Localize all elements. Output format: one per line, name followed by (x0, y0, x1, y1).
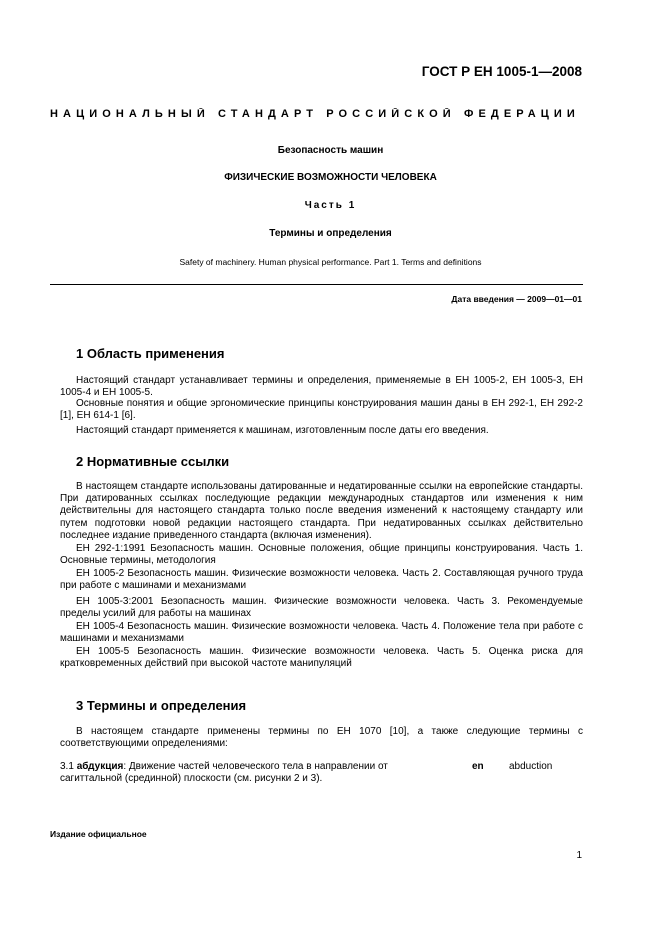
page-number: 1 (576, 850, 582, 861)
reference-item (60, 596, 583, 620)
term-english-equivalent: abduction (509, 761, 553, 772)
reference-text: ЕН 1005-5 Безопасность машин. Физические возможности человека. Часть 5. Оценка риска для кратковременных действий при высокой частоте манипуляций (60, 646, 583, 670)
section-2-heading: 2 Нормативные ссылки (76, 454, 230, 469)
section-1-heading: 1 Область применения (76, 346, 225, 361)
reference-text: ЕН 1005-4 Безопасность машин. Физические возможности человека. Часть 4. Положение тела при работе с машинами и механизмами (60, 621, 583, 645)
document-code: ГОСТ Р ЕН 1005-1—2008 (421, 64, 582, 79)
reference-item (60, 621, 583, 645)
title-part: Часть 1 (304, 200, 357, 211)
section-2-paragraph (60, 481, 583, 542)
official-edition-label: Издание официальное (50, 829, 147, 839)
paragraph-text: В настоящем стандарте использованы датированные и недатированные ссылки на европейские стандарты. При датированных ссылках последующие редакции международных стандартов или изменения к ним действительны для настоящего стандарта только после введения изменений к настоящему стандарту или путем подготовки новой редакции настоящего стандарта. При недатированных ссылках действительно последнее издание приведенного стандарта (включая изменения). (60, 481, 583, 541)
reference-text: ЕН 292-1:1991 Безопасность машин. Основные положения, общие принципы конструирования. Часть 1. Основные термины, методология (60, 543, 583, 567)
paragraph-text: Основные понятия и общие эргономические принципы конструирования машин даны в ЕН 292-1, ЕН 292-2 [1], ЕН 614-1 [6]. (60, 398, 583, 422)
national-standard-banner: НАЦИОНАЛЬНЫЙ СТАНДАРТ РОССИЙСКОЙ ФЕДЕРАЦИИ (50, 108, 580, 120)
paragraph-text: Настоящий стандарт устанавливает термины и определения, применяемые в ЕН 1005-2, ЕН 1005-3, ЕН 1005-4 и ЕН 1005-5. (60, 375, 583, 399)
term-3-1 (60, 761, 440, 785)
term-language-code: en (472, 761, 484, 772)
term-number: 3.1 (60, 761, 74, 772)
section-1-paragraph (60, 425, 583, 437)
section-1-paragraph (60, 375, 583, 399)
title-physical-performance: ФИЗИЧЕСКИЕ ВОЗМОЖНОСТИ ЧЕЛОВЕКА (224, 172, 437, 183)
reference-text: ЕН 1005-3:2001 Безопасность машин. Физические возможности человека. Часть 3. Рекомендуемые пределы усилий для работы на машинах (60, 596, 583, 620)
divider (50, 284, 583, 285)
reference-text: ЕН 1005-2 Безопасность машин. Физические возможности человека. Часть 2. Составляющая ручного труда при работе с машинами и механизмами (60, 568, 583, 592)
title-english: Safety of machinery. Human physical performance. Part 1. Terms and definitions (179, 257, 482, 267)
reference-item (60, 543, 583, 567)
title-terms: Термины и определения (269, 228, 392, 239)
paragraph-text: В настоящем стандарте применены термины по ЕН 1070 [10], а также следующие термины с соответствующими определениями: (60, 726, 583, 750)
term-name: абдукция (76, 761, 124, 772)
section-1-paragraph (60, 398, 583, 422)
date-of-introduction: Дата введения — 2009—01—01 (451, 294, 582, 304)
section-3-heading: 3 Термины и определения (76, 698, 247, 713)
term-definition: : Движение частей человеческого тела в направлении от сагиттальной (срединной) плоскости (см. рисунки 2 и 3). (60, 761, 388, 785)
paragraph-text: Настоящий стандарт применяется к машинам, изготовленным после даты его введения. (76, 425, 489, 436)
title-safety: Безопасность машин (277, 145, 384, 156)
reference-item (60, 568, 583, 592)
section-3-paragraph (60, 726, 583, 750)
reference-item (60, 646, 583, 670)
